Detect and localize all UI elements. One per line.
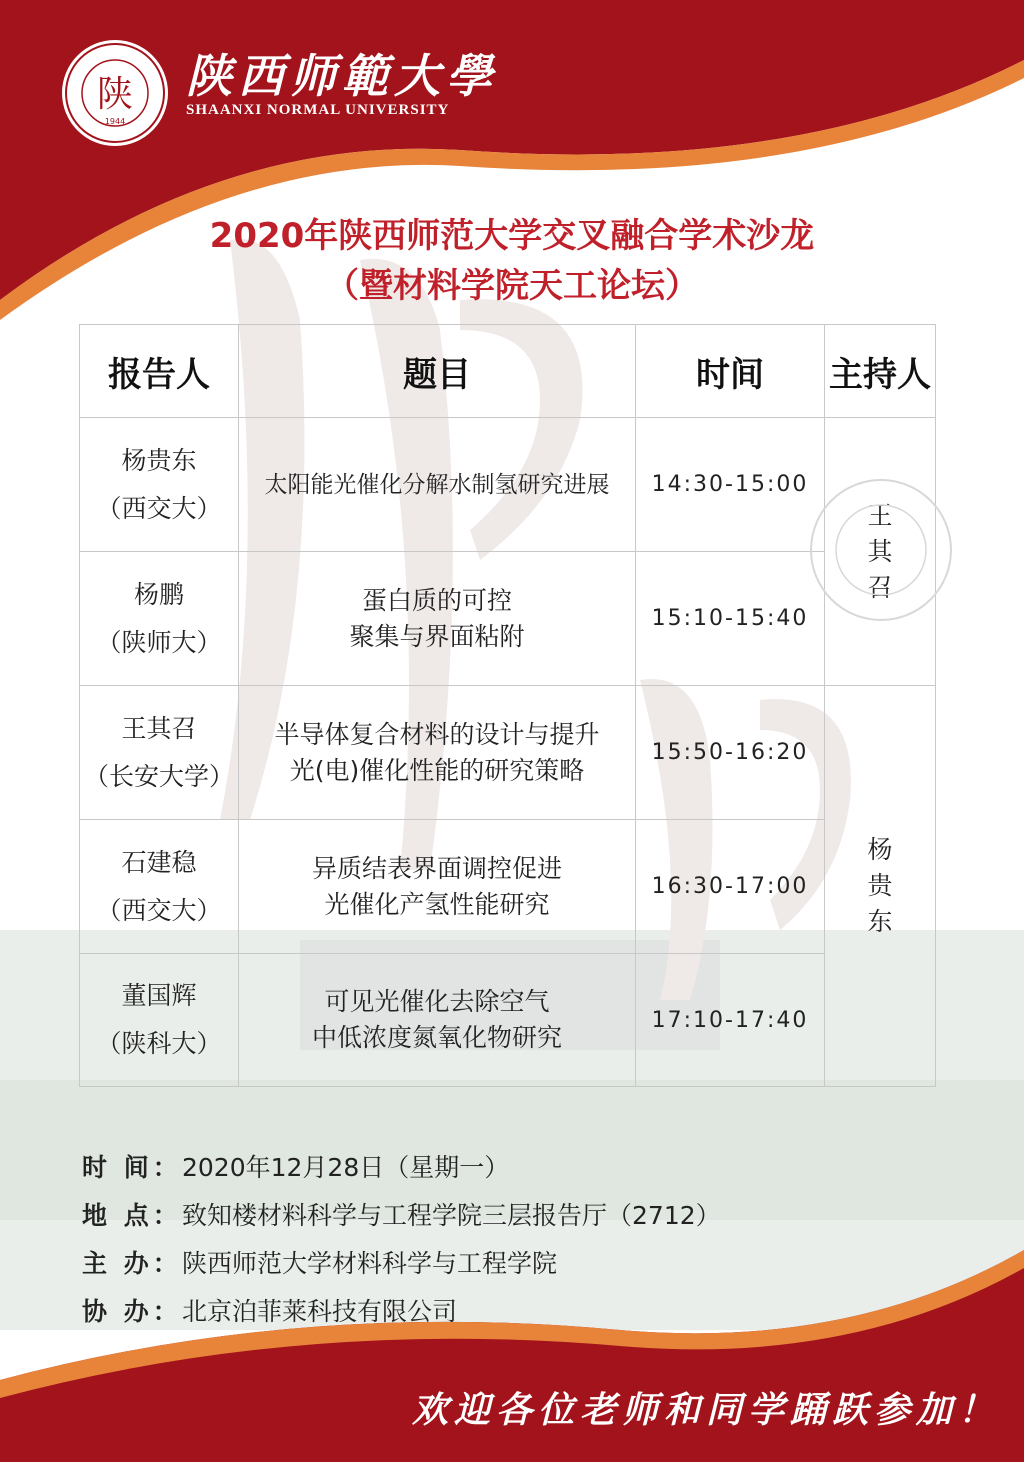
- logo-year: 1944: [104, 117, 126, 126]
- info-coorganizer-label: 协 办：: [82, 1297, 182, 1326]
- host-char: 杨: [867, 835, 893, 864]
- speaker-name: 杨贵东: [121, 445, 197, 475]
- host-char: 东: [867, 907, 893, 936]
- host-cell-2: [824, 685, 936, 1087]
- info-place-label: 地 点：: [82, 1201, 182, 1230]
- speaker-affiliation: （陕科大）: [96, 1029, 222, 1058]
- table-row-time: 17:10-17:40: [635, 953, 825, 1087]
- speaker-name: 王其召: [121, 713, 197, 743]
- welcome-slogan: 欢迎各位老师和同学踊跃参加！: [411, 1389, 1000, 1431]
- university-logo: [60, 38, 170, 148]
- topic-line: 半导体复合材料的设计与提升: [274, 719, 600, 749]
- topic-line: 异质结表界面调控促进: [311, 853, 562, 883]
- table-row-speaker: [79, 417, 239, 552]
- topic-line: 蛋白质的可控: [361, 585, 512, 615]
- info-organizer: [82, 1244, 557, 1280]
- info-coorganizer: [82, 1292, 457, 1328]
- host-char: 其: [867, 536, 893, 566]
- topic-line: 聚集与界面粘附: [349, 621, 525, 651]
- info-coorganizer-value: 北京泊菲莱科技有限公司: [182, 1297, 458, 1326]
- speaker-name: 石建稳: [121, 847, 197, 877]
- table-row-topic: [238, 953, 636, 1087]
- table-row-topic: [238, 417, 636, 552]
- logo-watermark: [806, 475, 956, 625]
- table-row-topic: [238, 551, 636, 686]
- table-row-speaker: [79, 953, 239, 1087]
- topic-line: 太阳能光催化分解水制氢研究进展: [264, 471, 610, 498]
- info-time-value: 2020年12月28日（星期一）: [182, 1153, 510, 1182]
- speaker-name: 杨鹏: [133, 579, 184, 609]
- table-row-topic: [238, 685, 636, 820]
- topic-line: 中低浓度氮氧化物研究: [311, 1023, 562, 1052]
- info-organizer-value: 陕西师范大学材料科学与工程学院: [182, 1249, 558, 1278]
- header-speaker: 报告人: [79, 324, 239, 418]
- speaker-affiliation: （西交大）: [96, 493, 222, 523]
- table-row-time: 15:10-15:40: [635, 551, 825, 686]
- topic-line: 光催化产氢性能研究: [324, 889, 550, 919]
- info-place: [82, 1196, 721, 1232]
- table-row-topic: [238, 819, 636, 954]
- host-char: 王: [867, 500, 893, 530]
- speaker-affiliation: （长安大学）: [83, 761, 234, 791]
- info-place-value: 致知楼材料科学与工程学院三层报告厅（2712）: [182, 1201, 721, 1230]
- info-organizer-label: 主 办：: [82, 1249, 182, 1278]
- info-time: [82, 1148, 509, 1184]
- table-row-speaker: [79, 819, 239, 954]
- host-char: 召: [867, 572, 893, 602]
- university-name-en: SHAANXI NORMAL UNIVERSITY: [186, 102, 450, 118]
- logo-seal-char: 陕: [96, 74, 134, 115]
- speaker-name: 董国辉: [121, 981, 197, 1010]
- table-row-time: 15:50-16:20: [635, 685, 825, 820]
- header-time: 时间: [635, 324, 825, 418]
- host-cell-1: [824, 417, 936, 686]
- speaker-affiliation: （西交大）: [96, 895, 222, 925]
- header-host: 主持人: [824, 324, 936, 418]
- speaker-affiliation: （陕师大）: [96, 627, 222, 657]
- event-title: 2020年陕西师范大学交叉融合学术沙龙: [209, 216, 815, 256]
- schedule-table: [79, 324, 936, 1087]
- table-row-time: 14:30-15:00: [635, 417, 825, 552]
- topic-line: 可见光催化去除空气: [324, 987, 550, 1016]
- table-row-time: 16:30-17:00: [635, 819, 825, 954]
- event-subtitle: （暨材料学院天工论坛）: [325, 266, 699, 306]
- info-time-label: 时 间：: [82, 1153, 182, 1182]
- header-topic: 题目: [238, 324, 636, 418]
- host-char: 贵: [867, 871, 893, 900]
- topic-line: 光(电)催化性能的研究策略: [289, 755, 585, 785]
- table-row-speaker: [79, 685, 239, 820]
- university-name-cn: 陕西师範大學: [186, 49, 498, 103]
- table-row-speaker: [79, 551, 239, 686]
